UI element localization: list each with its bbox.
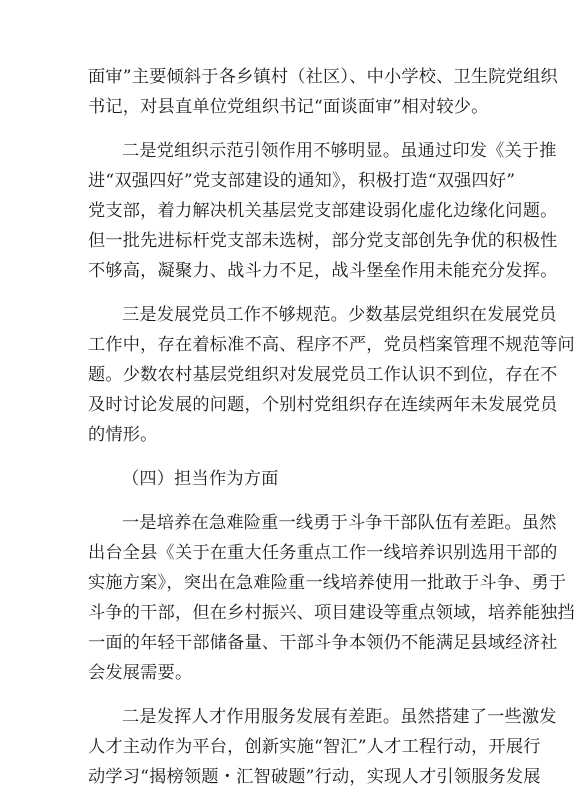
document-body [88,62,575,792]
text-line: 的情形。 [88,425,158,445]
text-line: 一是培养在急难险重一线勇于斗争干部队伍有差距。虽然 [122,513,557,533]
heading-line: （四）担当作为方面 [122,469,279,489]
paragraph [88,300,575,450]
paragraph [88,508,575,688]
text-line: 三是发展党员工作不够规范。少数基层党组织在发展党员 [122,305,557,325]
text-line: 二是党组织示范引领作用不够明显。虽通过印发《关于推 [122,141,557,161]
paragraph [88,62,558,122]
paragraph [88,702,557,792]
text-line: 动学习“揭榜领题・汇智破题”行动，实现人才引领服务发展 [88,767,541,787]
text-line: 斗争的干部，但在乡村振兴、项目建设等重点领域，培养能独挡 [88,603,575,623]
paragraph [88,136,558,286]
text-line: 书记，对县直单位党组织书记“面谈面审”相对较少。 [88,97,489,117]
section-heading [88,464,500,494]
text-line: 工作中，存在着标准不高、程序不严，党员档案管理不规范等问 [88,335,575,355]
text-line: 二是发挥人才作用服务发展有差距。虽然搭建了一些激发 [122,707,557,727]
text-line: 一面的年轻干部储备量、干部斗争本领仍不能满足县域经济社 [88,633,558,653]
text-line: 进“双强四好”党支部建设的通知》，积极打造“双强四好” [88,171,516,191]
text-line: 不够高，凝聚力、战斗力不足，战斗堡垒作用未能充分发挥。 [88,261,558,281]
text-line: 但一批先进标杆党支部未选树，部分党支部创先争优的积极性 [88,231,558,251]
text-line: 党支部，着力解决机关基层党支部建设弱化虚化边缘化问题。 [88,201,558,221]
text-line: 及时讨论发展的问题，个别村党组织存在连续两年未发展党员 [88,395,558,415]
text-line: 出台全县《关于在重大任务重点工作一线培养识别选用干部的 [88,543,558,563]
text-line: 题。少数农村基层党组织对发展党员工作认识不到位，存在不 [88,365,558,385]
text-line: 人才主动作为平台，创新实施“智汇”人才工程行动，开展行 [88,737,541,757]
text-line: 面审”主要倾斜于各乡镇村（社区）、中小学校、卫生院党组织 [88,67,558,87]
text-line: 会发展需要。 [88,663,193,683]
text-line: 实施方案》，突出在急难险重一线培养使用一批敢于斗争、勇于 [88,573,567,593]
